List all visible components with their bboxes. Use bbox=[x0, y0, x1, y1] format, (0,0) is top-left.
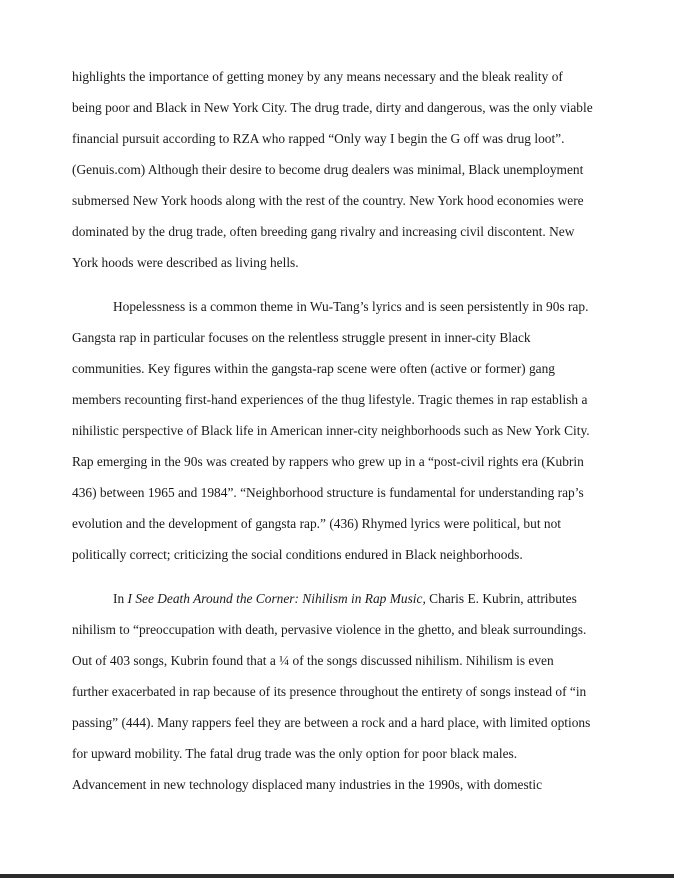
paragraph-2 bbox=[72, 291, 612, 570]
text-line: submersed New York hoods along with the rest of the country. New York hood economies were bbox=[72, 193, 584, 208]
paragraph-1 bbox=[72, 61, 612, 278]
text-line: (Genuis.com) Although their desire to become drug dealers was minimal, Black unemployment bbox=[72, 162, 584, 177]
text-line: Hopelessness is a common theme in Wu-Tang’s lyrics and is seen persistently in 90s rap. bbox=[113, 299, 589, 314]
text-line: nihilism to “preoccupation with death, pervasive violence in the ghetto, and bleak surroundings. bbox=[72, 622, 587, 637]
text-line: nihilistic perspective of Black life in American inner-city neighborhoods such as New York City. bbox=[72, 423, 590, 438]
text-suffix: Charis E. Kubrin, attributes bbox=[425, 591, 577, 606]
text-line: politically correct; criticizing the social conditions endured in Black neighborhoods. bbox=[72, 547, 523, 562]
text-prefix: In bbox=[113, 591, 128, 606]
text-line: 436) between 1965 and 1984”. “Neighborhood structure is fundamental for understanding rap’s bbox=[72, 485, 584, 500]
text-line: members recounting first-hand experiences of the thug lifestyle. Tragic themes in rap establish a bbox=[72, 392, 588, 407]
text-line: highlights the importance of getting money by any means necessary and the bleak reality of bbox=[72, 69, 563, 84]
text-line: Advancement in new technology displaced many industries in the 1990s, with domestic bbox=[72, 777, 543, 792]
text-line: Gangsta rap in particular focuses on the relentless struggle present in inner-city Black bbox=[72, 330, 531, 345]
text-line: for upward mobility. The fatal drug trade was the only option for poor black males. bbox=[72, 746, 518, 761]
text-line: communities. Key figures within the gangsta-rap scene were often (active or former) gang bbox=[72, 361, 555, 376]
book-title: I See Death Around the Corner: Nihilism in Rap Music, bbox=[127, 591, 426, 606]
text-line: financial pursuit according to RZA who rapped “Only way I begin the G off was drug loot”. bbox=[72, 131, 565, 146]
document-body bbox=[72, 61, 612, 800]
text-line: dominated by the drug trade, often breeding gang rivalry and increasing civil discontent. New bbox=[72, 224, 575, 239]
text-line: York hoods were described as living hells. bbox=[72, 255, 299, 270]
text-line: Rap emerging in the 90s was created by rappers who grew up in a “post-civil rights era (Kubrin bbox=[72, 454, 584, 469]
page-bottom-edge bbox=[0, 874, 674, 878]
text-line: further exacerbated in rap because of its presence throughout the entirety of songs instead of “in bbox=[72, 684, 587, 699]
text-line: passing” (444). Many rappers feel they are between a rock and a hard place, with limited options bbox=[72, 715, 591, 730]
text-line: evolution and the development of gangsta rap.” (436) Rhymed lyrics were political, but not bbox=[72, 516, 561, 531]
text-line: being poor and Black in New York City. The drug trade, dirty and dangerous, was the only viable bbox=[72, 100, 593, 115]
paragraph-3 bbox=[72, 583, 612, 800]
text-line-with-title bbox=[72, 583, 612, 614]
text-line: Out of 403 songs, Kubrin found that a ¼ of the songs discussed nihilism. Nihilism is even bbox=[72, 653, 554, 668]
